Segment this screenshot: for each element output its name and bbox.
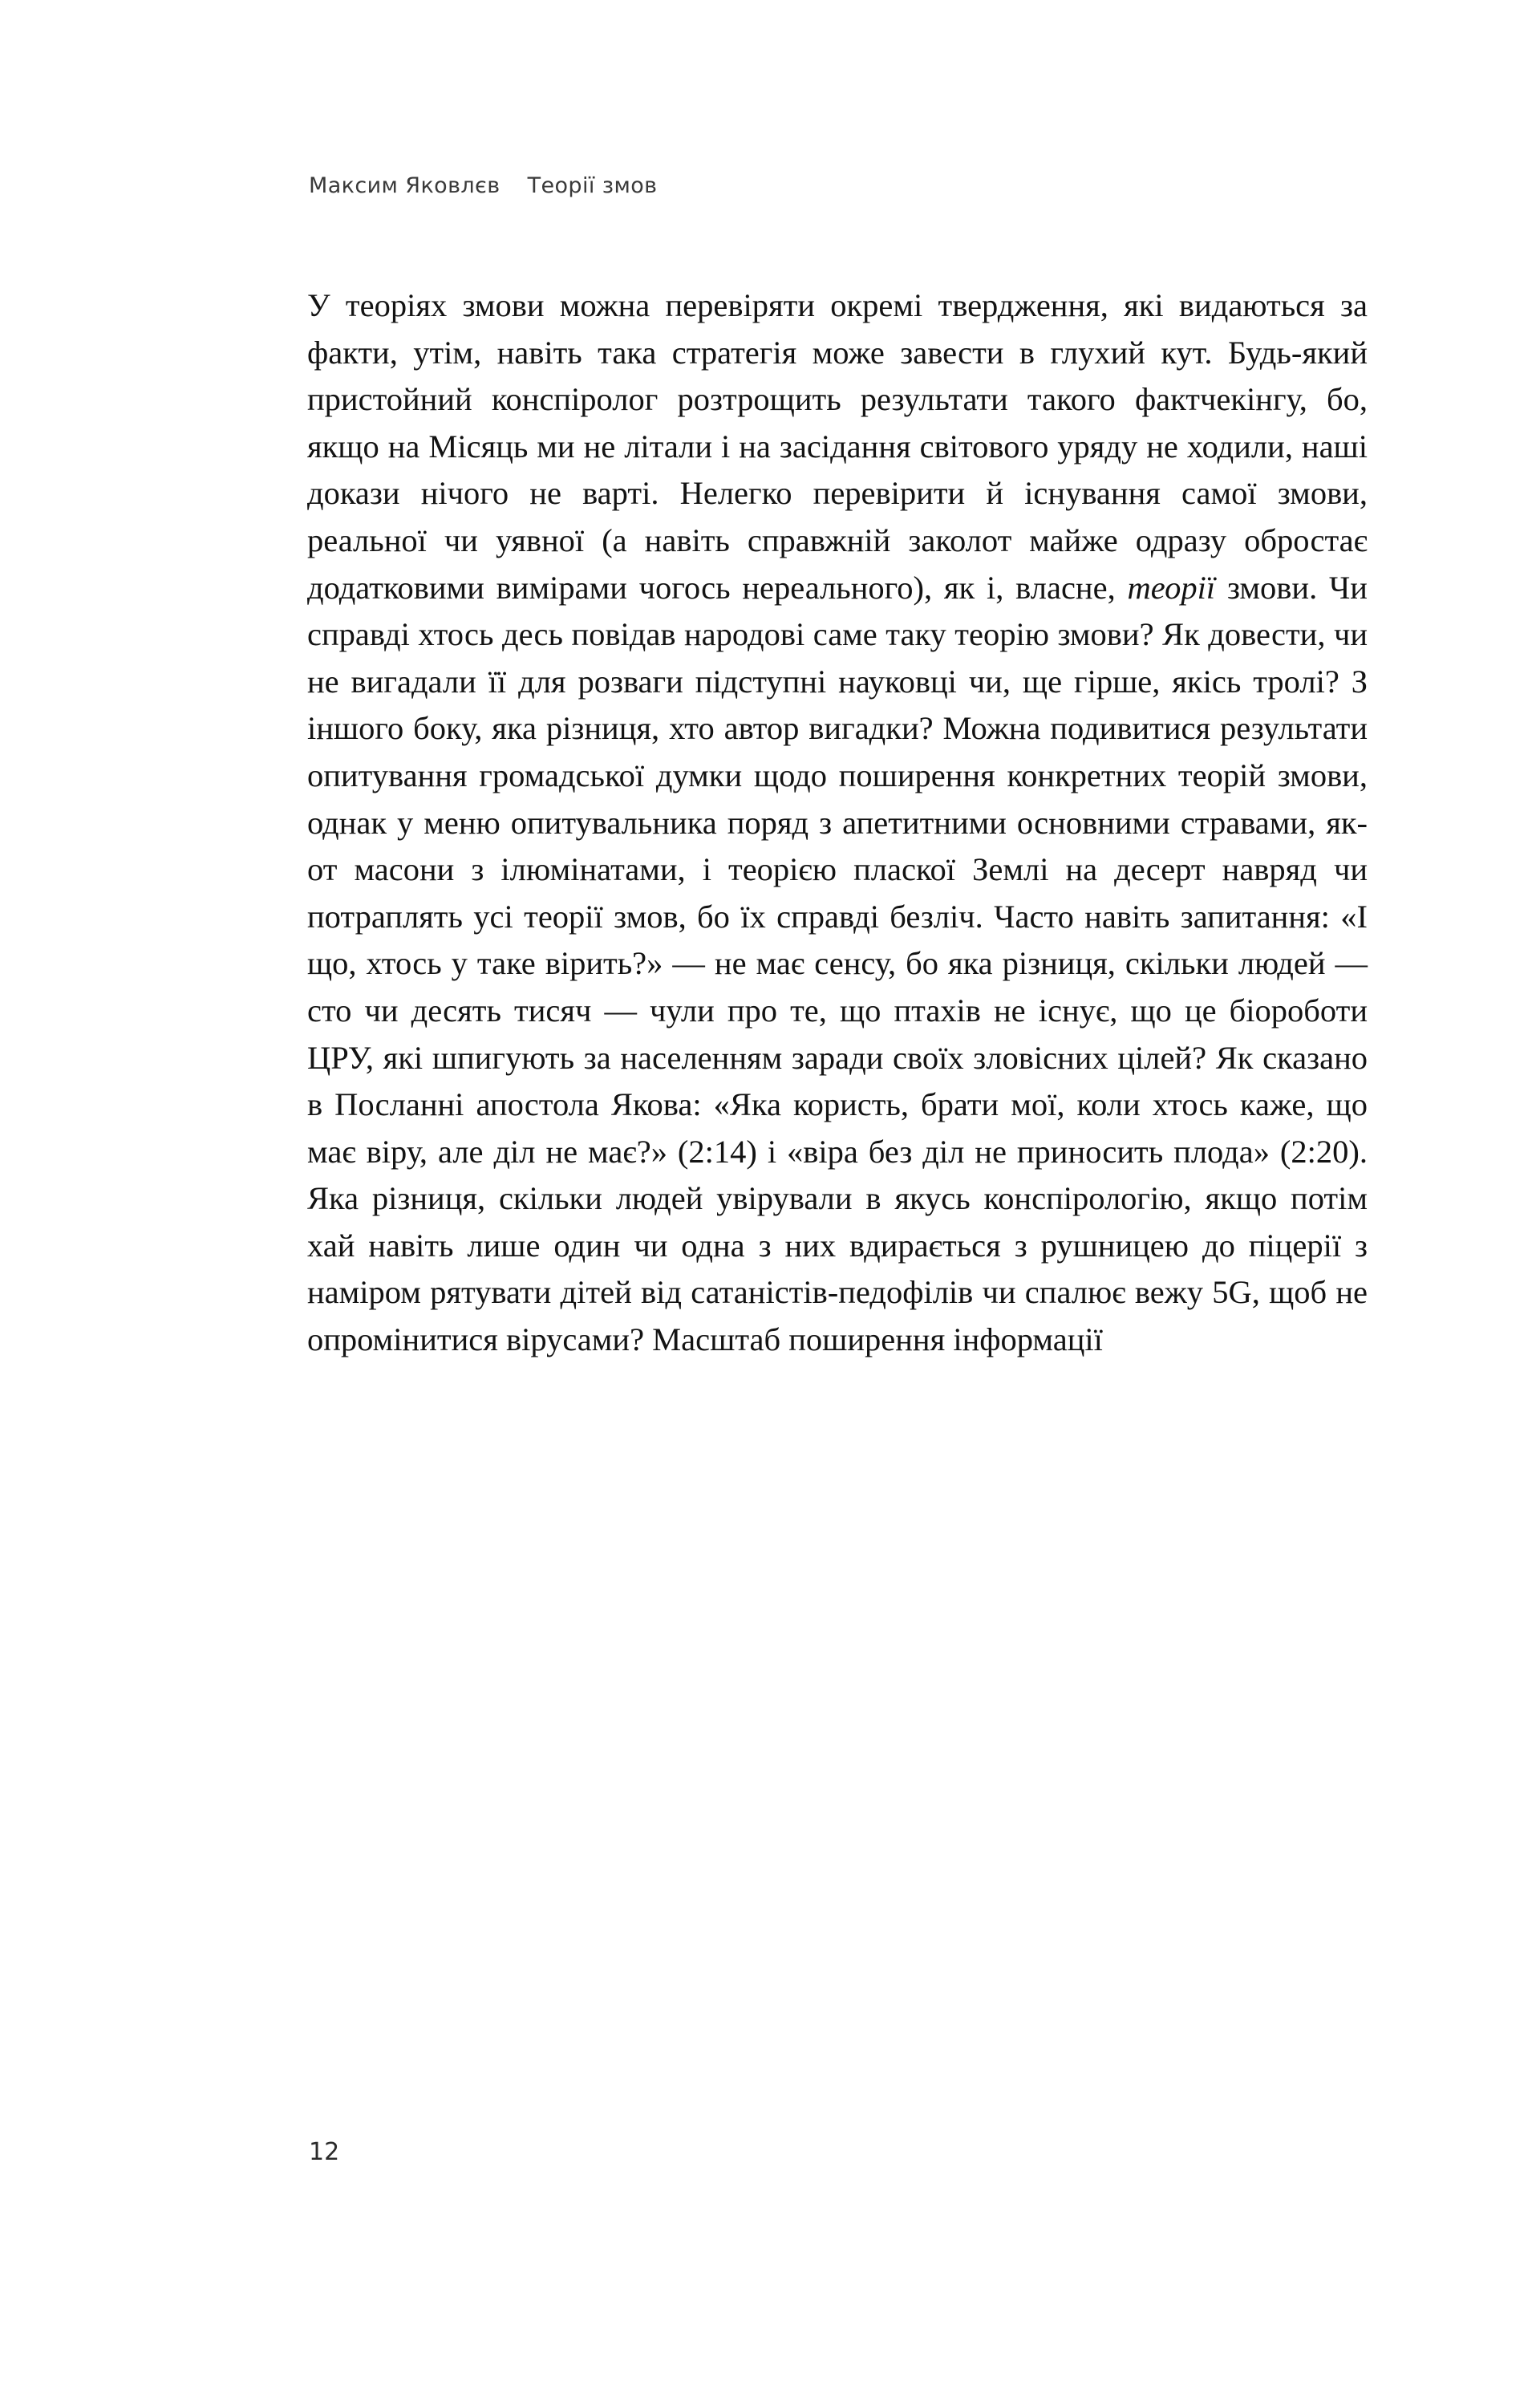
running-head [309,173,658,198]
paragraph-part-1: У теоріях змови можна перевіряти окремі твердження, які видаються за факти, утім, навіть така стратегія може завести в глухий кут. Будь-який пристойний конспіролог розтрощить результати такого фактчекінгу, бо, якщо на Місяць ми не літали і на засідання світового уряду не ходили, наші докази нічого не варті. Нелегко перевірити й існування самої змови, реальної чи уявної (а навіть справжній заколот майже одразу обростає додатковими вимірами чогось нереального), як і, власне, [307,287,1368,606]
paragraph-part-2: змови. Чи справді хтось десь повідав народові саме таку теорію змови? Як довести, чи не вигадали її для розваги підступні науковці чи, ще гірше, якісь тролі? З іншого боку, яка різниця, хто автор вигадки? Можна подивитися результати опитування громадської думки щодо поширення конкретних теорій змови, однак у меню опитувальника поряд з апетитними основними стравами, як-от масони з ілюмінатами, і теорією пласкої Землі на десерт навряд чи потраплять усі теорії змов, бо їх справді безліч. Часто навіть запитання: «І що, хтось у таке вірить?» — не має сенсу, бо яка різниця, скільки людей — сто чи десять тисяч — чули про те, що птахів не існує, що це біороботи ЦРУ, які шпигують за населенням заради своїх зловісних цілей? Як сказано в Посланні апостола Якова: «Яка користь, брати мої, коли хтось каже, що має віру, але діл не має?» (2:14) і «віра без діл не приносить плода» (2:20). Яка різниця, скільки людей увірували в якусь конспірологію, якщо потім хай навіть лише один чи одна з них вдирається з рушницею до піцерії з наміром рятувати дітей від сатаністів-педофілів чи спалює вежу 5G, щоб не опромінитися вірусами? Масштаб поширення інформації [307,569,1368,1358]
body-text-block [307,282,1368,1364]
emphasis-teorii: теорії [1127,569,1216,606]
running-head-author: Максим Яковлєв [309,173,500,198]
page-number: 12 [309,2138,340,2166]
paragraph [307,282,1368,1364]
running-head-title: Теорії змов [527,173,658,198]
